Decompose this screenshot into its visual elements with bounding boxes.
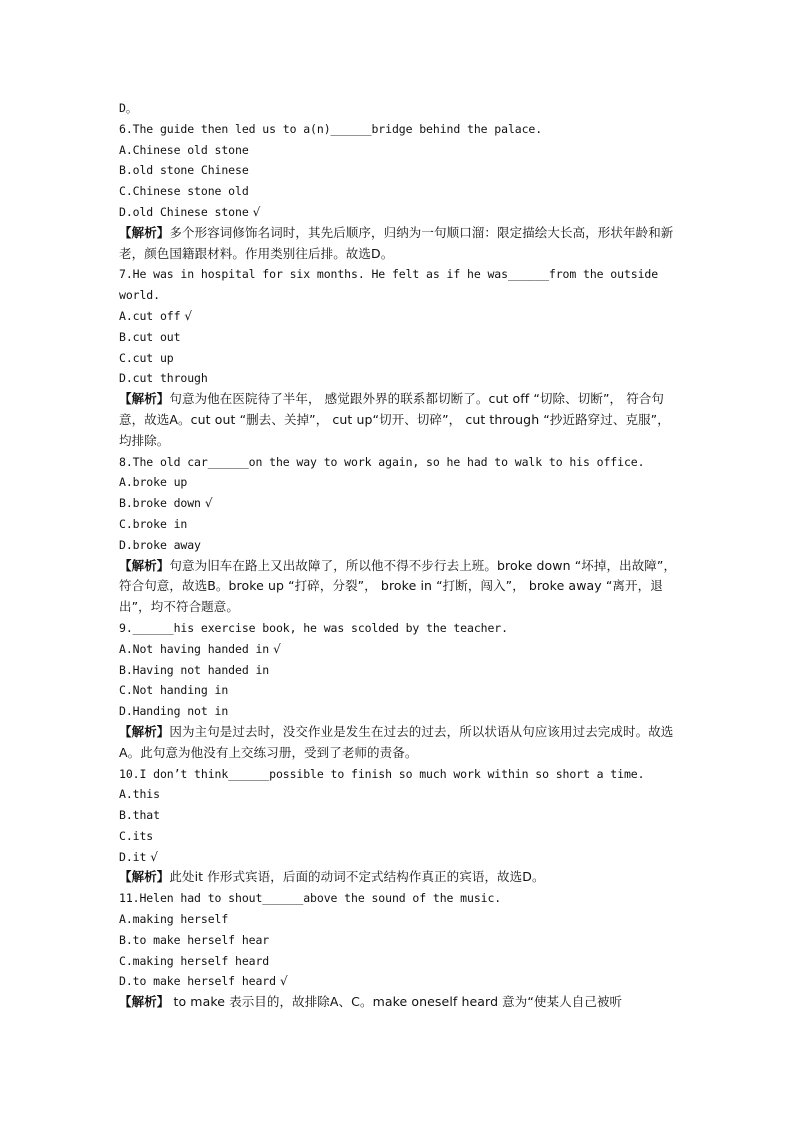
option-b: B.broke down √ [119,496,213,511]
option-b: B.cut out [119,329,181,344]
option-c: C.Chinese stone old [119,184,249,199]
question-stem: 8.The old car______on the way to work again, so he had to walk to his office. [119,454,645,469]
option-b: B.Having not handed in [119,662,270,677]
analysis-tag: 【解析】 [119,869,170,885]
question-6 [119,119,679,265]
question-7 [119,264,679,451]
option-d: D.to make herself heard √ [119,974,288,989]
analysis-text: 因为主句是过去时，没交作业是发生在过去的过去，所以状语从句应该用过去完成时。故选A。此句意为他没有上交练习册，受到了老师的责备。 [119,723,674,760]
analysis-tag: 【解析】 [119,994,170,1010]
option-c: C.cut up [119,350,174,365]
analysis-paragraph [119,867,679,888]
option-c: C.Not handing in [119,683,229,698]
option-d: D.old Chinese stone √ [119,204,261,219]
check-mark-icon: √ [184,308,192,323]
option-a: A.cut off √ [119,308,192,323]
analysis-text: to make 表示目的，故排除A、C。make oneself heard 意为“使某人自己被听 [169,994,623,1010]
question-stem: 9.______his exercise book, he was scolded by the teacher. [119,620,508,635]
question-stem: 10.I don’t think______possible to finish so much work within so short a time. [119,766,645,781]
check-mark-icon: √ [204,496,213,511]
option-d: D.Handing not in [119,704,229,719]
option-d: D.it √ [119,849,158,864]
check-mark-icon: √ [273,641,281,656]
question-stem: 7.He was in hospital for six months. He felt as if he was______from the outside world. [119,267,659,303]
question-stem: 6.The guide then led us to a(n)______bridge behind the palace. [119,121,543,136]
option-b: B.to make herself hear [119,932,270,947]
document-page [119,98,679,1013]
option-a: A.Not having handed in √ [119,641,281,656]
option-a: A.broke up [119,475,188,490]
analysis-paragraph [119,389,679,451]
check-mark-icon: √ [279,974,288,989]
analysis-text: 句意为他在医院待了半年， 感觉跟外界的联系都切断了。cut off “切除、切断”， 符合句意，故选A。cut out “删去、关掉”， cut up“切开、切碎”， cut through “抄近路穿过、克服”，均排除。 [119,391,670,448]
option-d: D.broke away [119,537,201,552]
analysis-text: 此处it 作形式宾语，后面的动词不定式结构作真正的宾语，故选D。 [169,869,545,885]
check-mark-icon: √ [150,849,158,864]
option-d: D.cut through [119,371,208,386]
analysis-paragraph [119,556,679,618]
option-c: C.broke in [119,516,188,531]
analysis-tag: 【解析】 [119,557,170,573]
analysis-tag: 【解析】 [119,391,170,407]
question-stem: 11.Helen had to shout______above the sound of the music. [119,891,502,906]
lead-answer: D。 [119,101,138,115]
analysis-text: 多个形容词修饰名词时，其先后顺序，归纳为一句顺口溜：限定描绘大长高，形状年龄和新老，颜色国籍跟材料。作用类别往后排。故选D。 [119,224,674,261]
analysis-paragraph [119,992,679,1013]
question-8 [119,452,679,618]
option-a: A.making herself [119,912,229,927]
analysis-tag: 【解析】 [119,224,170,240]
option-c: C.making herself heard [119,953,270,968]
question-11 [119,888,679,1013]
option-b: B.old stone Chinese [119,163,249,178]
analysis-paragraph [119,722,679,764]
option-a: A.Chinese old stone [119,142,249,157]
check-mark-icon: √ [252,204,261,219]
option-b: B.that [119,808,160,823]
analysis-paragraph [119,223,679,265]
question-9 [119,618,679,764]
option-c: C.its [119,828,154,843]
analysis-tag: 【解析】 [119,723,170,739]
question-10 [119,764,679,889]
option-a: A.this [119,787,160,802]
analysis-text: 句意为旧车在路上又出故障了，所以他不得不步行去上班。broke down “坏掉，出故障”，符合句意，故选B。broke up “打碎，分裂”， broke in “打断，闯入”， broke away “离开，退出”，均不符合题意。 [119,557,677,615]
